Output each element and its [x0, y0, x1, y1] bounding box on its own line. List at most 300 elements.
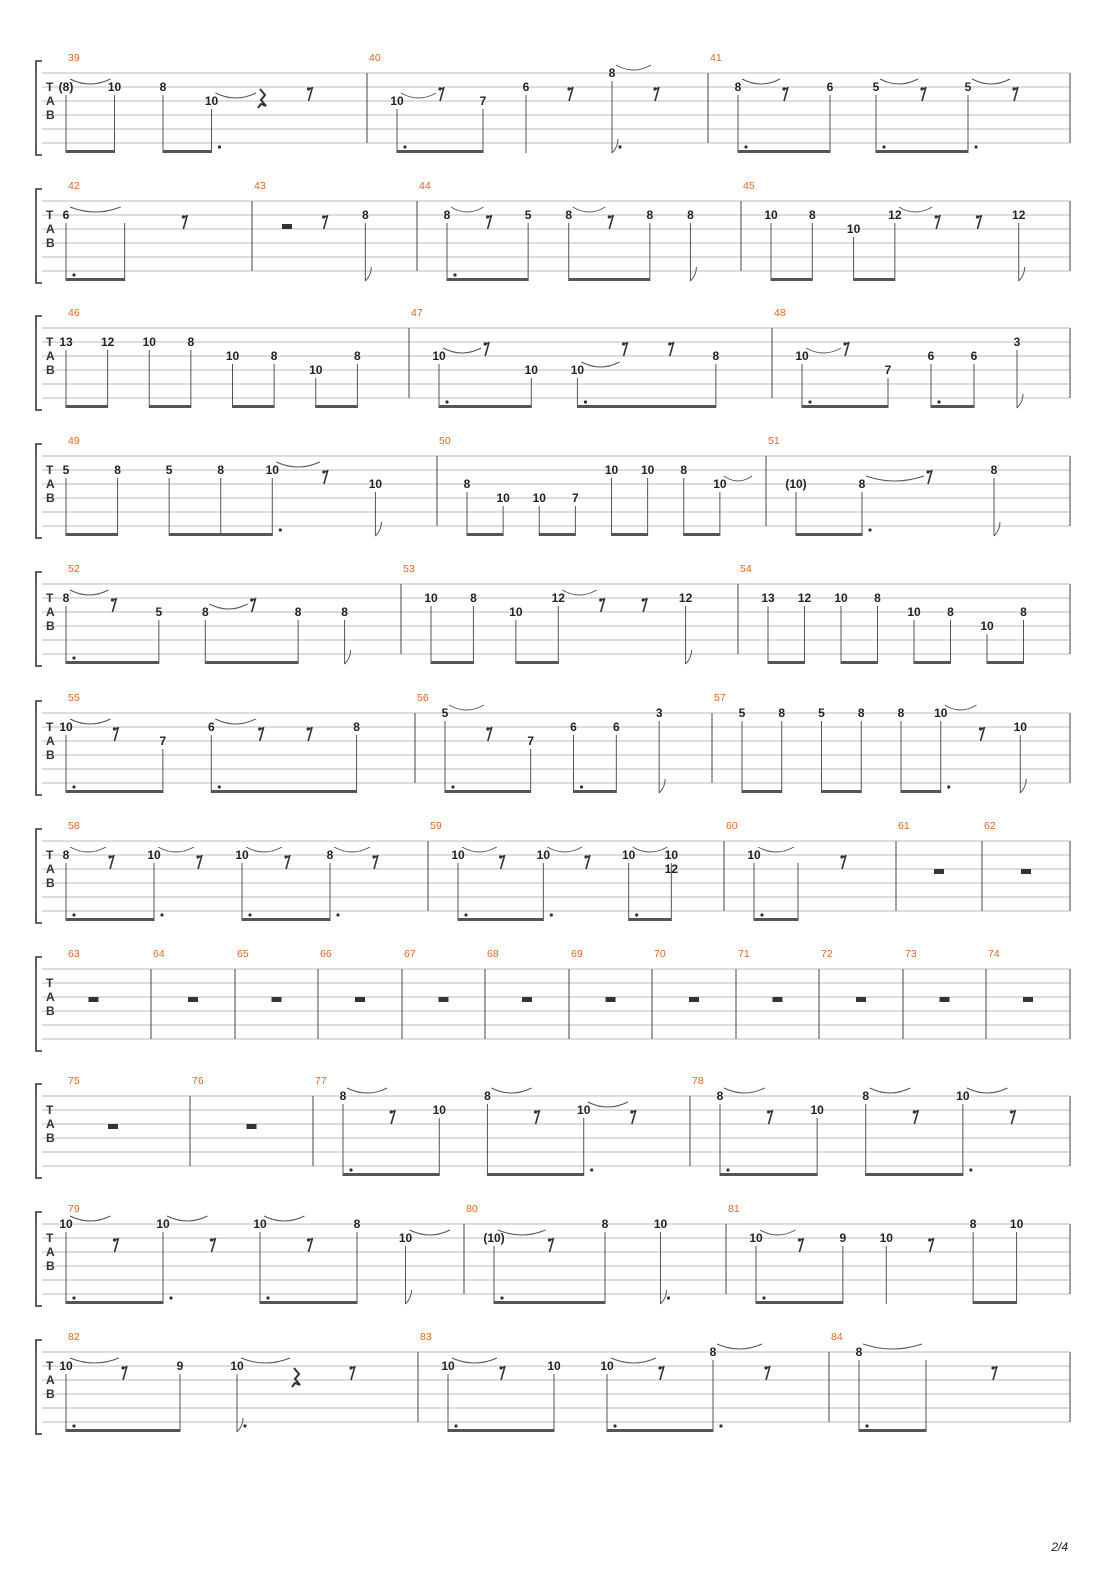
fret-number: 10 — [846, 222, 861, 236]
tie-arc — [451, 207, 484, 212]
staff-bracket — [36, 1084, 42, 1178]
measure-number: 68 — [487, 948, 499, 960]
fret-number: 10 — [956, 1089, 970, 1103]
rhythm-dot — [218, 145, 221, 148]
beam — [771, 278, 812, 281]
fret-number: 8 — [326, 848, 334, 862]
beam — [973, 1301, 1016, 1304]
fret-number: 8 — [354, 349, 361, 363]
rest-dot — [486, 215, 489, 218]
fret-number: 10 — [253, 1217, 267, 1231]
fret-number: 8 — [217, 463, 225, 477]
rest-dot — [196, 855, 199, 858]
fret-number: 5 — [165, 463, 173, 477]
rhythm-dot — [72, 1296, 75, 1299]
tab-clef-letter: T — [46, 1231, 54, 1245]
fret-number: 10 — [747, 848, 761, 862]
beam — [431, 661, 473, 664]
rhythm-dot — [969, 1168, 972, 1171]
rhythm-dot — [937, 400, 940, 403]
fret-number: 10 — [309, 363, 323, 377]
rest-symbol — [934, 869, 944, 874]
fret-number: 10 — [934, 706, 948, 720]
rest-dot — [843, 342, 846, 345]
tab-clef-letter: A — [46, 1245, 55, 1259]
rhythm-dot — [719, 1424, 722, 1427]
staff-bracket — [36, 1212, 42, 1306]
measure-number: 48 — [774, 307, 786, 319]
rest-dot — [307, 1238, 310, 1241]
beam — [822, 790, 862, 793]
rhythm-dot — [451, 785, 454, 788]
rhythm-dot — [667, 1296, 670, 1299]
tab-clef-letter: T — [46, 335, 54, 349]
tab-clef-letter: B — [46, 363, 55, 377]
beam — [169, 533, 272, 536]
tab-clef-letter: A — [46, 862, 55, 876]
tie-arc — [410, 1230, 451, 1235]
fret-number: 10 — [398, 1231, 413, 1245]
fret-number: 9 — [839, 1231, 847, 1245]
note-flag — [237, 1418, 243, 1432]
rhythm-dot — [762, 1296, 765, 1299]
beam — [66, 150, 115, 153]
beam — [866, 1173, 963, 1176]
fret-number: 12 — [678, 591, 693, 605]
rhythm-dot — [808, 400, 811, 403]
rhythm-dot — [445, 400, 448, 403]
fret-number: 10 — [265, 463, 279, 477]
fret-number: 8 — [712, 349, 720, 363]
beam — [149, 405, 191, 408]
rhythm-dot — [550, 913, 553, 916]
rest-dot — [486, 727, 489, 730]
rest-dot — [642, 598, 645, 601]
note-flag — [686, 650, 692, 664]
tab-clef-letter: B — [46, 236, 55, 250]
tab-clef-letter: A — [46, 990, 55, 1004]
fret-number: 8 — [470, 591, 477, 605]
fret-number: 12 — [1012, 208, 1026, 222]
fret-number: 10 — [142, 335, 156, 349]
beam — [487, 1173, 583, 1176]
fret-number: 8 — [463, 477, 471, 491]
beam — [802, 405, 888, 408]
measure-number: 49 — [68, 435, 80, 447]
beam — [445, 790, 531, 793]
fret-number: 8 — [187, 335, 195, 349]
tie-arc — [742, 79, 780, 84]
fret-number: 10 — [524, 363, 538, 377]
fret-number: 6 — [927, 349, 935, 363]
measure-number: 47 — [411, 307, 423, 319]
rest-symbol — [108, 1124, 118, 1129]
measure-number: 56 — [417, 692, 429, 704]
beam — [343, 1173, 439, 1176]
tab-clef-letter: T — [46, 208, 54, 222]
rest-dot — [210, 1238, 213, 1241]
tie-arc — [443, 348, 481, 353]
fret-number: 6 — [207, 720, 215, 734]
fret-number: 10 — [764, 208, 778, 222]
tie-arc — [760, 1230, 795, 1235]
tab-clef-letter: T — [46, 80, 54, 94]
rest-symbol — [522, 997, 532, 1002]
staff-system — [36, 1331, 1070, 1434]
rest-dot — [991, 1366, 994, 1369]
fret-number: 10 — [424, 591, 438, 605]
rest-dot — [928, 1238, 931, 1241]
fret-number: 7 — [479, 94, 487, 108]
fret-number: 8 — [484, 1089, 491, 1103]
note-flag — [659, 779, 665, 793]
fret-number: 10 — [230, 1359, 244, 1373]
rest-symbol — [247, 1124, 257, 1129]
fret-number: 5 — [872, 80, 880, 94]
rest-dot — [372, 855, 375, 858]
fret-number: 7 — [159, 734, 167, 748]
fret-number: 10 — [156, 1217, 170, 1231]
rest-symbol — [773, 997, 783, 1002]
beam — [211, 790, 356, 793]
fret-number: 8 — [565, 208, 573, 222]
measure-number: 63 — [68, 948, 80, 960]
staff-system — [36, 52, 1070, 155]
rest-dot — [322, 215, 325, 218]
fret-number: 10 — [795, 349, 809, 363]
fret-number: 10 — [441, 1359, 455, 1373]
rest-symbol — [89, 997, 99, 1002]
fret-number: 8 — [857, 706, 865, 720]
measure-number: 42 — [68, 180, 80, 192]
staff-bracket — [36, 1340, 42, 1434]
rest-dot — [622, 342, 625, 345]
measure-number: 84 — [831, 1331, 843, 1343]
beam — [66, 405, 108, 408]
tie-arc — [806, 348, 841, 353]
rhythm-dot — [266, 1296, 269, 1299]
fret-number: 8 — [862, 1089, 870, 1103]
fret-number: 8 — [201, 605, 209, 619]
staff-bracket — [36, 189, 42, 283]
measure-number: 76 — [192, 1075, 204, 1087]
measure-number: 80 — [466, 1203, 478, 1215]
rhythm-dot — [882, 145, 885, 148]
note-flag — [1019, 267, 1025, 281]
rest-dot — [182, 215, 185, 218]
rest-dot — [764, 1366, 767, 1369]
rest-symbol — [258, 89, 266, 108]
fret-number: 10 — [204, 94, 219, 108]
rhythm-dot — [403, 145, 406, 148]
note-flag — [1017, 394, 1023, 408]
staff-system — [36, 180, 1070, 283]
rhythm-dot — [590, 1168, 593, 1171]
fret-number: 10 — [577, 1103, 591, 1117]
tie-arc — [491, 1088, 531, 1093]
fret-number: 10 — [664, 848, 679, 862]
fret-number: 6 — [826, 80, 834, 94]
tie-arc — [967, 1088, 1008, 1093]
beam — [163, 150, 212, 153]
measure-number: 75 — [68, 1075, 80, 1087]
beam — [539, 533, 575, 536]
rhythm-dot — [72, 913, 75, 916]
beam — [876, 150, 968, 153]
tie-arc — [880, 79, 918, 84]
beam — [754, 918, 798, 921]
fret-number: 5 — [441, 706, 449, 720]
tie-arc — [70, 79, 111, 84]
fret-number: 3 — [655, 706, 663, 720]
rest-dot — [548, 1238, 551, 1241]
rest-dot — [322, 470, 325, 473]
fret-number: 10 — [547, 1359, 561, 1373]
fret-number: 10 — [640, 463, 655, 477]
beam — [467, 533, 503, 536]
rhythm-dot — [453, 273, 456, 276]
tie-arc — [945, 705, 977, 710]
rest-dot — [630, 1110, 633, 1113]
fret-number: 5 — [964, 80, 972, 94]
tab-clef-letter: A — [46, 1117, 55, 1131]
fret-number: 8 — [778, 706, 786, 720]
tab-clef-letter: B — [46, 1387, 55, 1401]
rhythm-dot — [584, 400, 587, 403]
rest-dot — [111, 598, 114, 601]
measure-number: 79 — [68, 1203, 80, 1215]
beam — [577, 405, 715, 408]
rest-dot — [668, 342, 671, 345]
tie-arc — [70, 207, 121, 212]
rhythm-dot — [618, 145, 621, 148]
tie-arc — [724, 1088, 765, 1093]
rest-symbol — [292, 1368, 300, 1387]
fret-number: 8 — [687, 208, 694, 222]
fret-number: 10 — [621, 848, 636, 862]
tab-clef-letter: T — [46, 1103, 54, 1117]
rest-symbol — [272, 997, 282, 1002]
tab-clef-letter: A — [46, 477, 55, 491]
tie-arc — [588, 1102, 628, 1107]
beam — [742, 790, 782, 793]
beam — [233, 405, 275, 408]
beam — [987, 661, 1024, 664]
fret-number: 6 — [570, 720, 577, 734]
beam — [447, 278, 528, 281]
fret-number: 10 — [509, 605, 523, 619]
tie-arc — [70, 1358, 119, 1363]
tie-arc — [216, 93, 257, 98]
tab-clef-letter: B — [46, 619, 55, 633]
fret-number: 10 — [1013, 720, 1027, 734]
rest-dot — [484, 342, 487, 345]
fret-number: 12 — [551, 591, 565, 605]
fret-number: 10 — [1009, 1217, 1024, 1231]
fret-number: 13 — [761, 591, 775, 605]
beam — [569, 278, 650, 281]
fret-number: 10 — [532, 491, 546, 505]
beam — [859, 1429, 926, 1432]
staff-bracket — [36, 572, 42, 666]
staff-system — [36, 563, 1070, 666]
beam — [260, 1301, 357, 1304]
fret-number: 10 — [834, 591, 848, 605]
staff-bracket — [36, 316, 42, 410]
tab-clef-letter: B — [46, 876, 55, 890]
staff-system — [36, 692, 1070, 795]
rest-dot — [438, 87, 441, 90]
beam — [66, 533, 118, 536]
staff-bracket — [36, 829, 42, 923]
fret-number: 8 — [874, 591, 881, 605]
beam — [66, 1429, 180, 1432]
measure-number: 78 — [692, 1075, 704, 1087]
tab-clef-letter: A — [46, 349, 55, 363]
measure-number: 81 — [728, 1203, 740, 1215]
rest-dot — [567, 87, 570, 90]
tab-clef-letter: B — [46, 108, 55, 122]
tie-arc — [241, 1358, 290, 1363]
rest-dot — [250, 598, 253, 601]
measure-number: 46 — [68, 307, 80, 319]
tab-clef-letter: A — [46, 734, 55, 748]
staff-system — [36, 1203, 1070, 1306]
tab-clef-letter: T — [46, 1359, 54, 1373]
rhythm-dot — [947, 785, 950, 788]
tab-clef-letter: B — [46, 748, 55, 762]
fret-number: 10 — [496, 491, 510, 505]
measure-number: 52 — [68, 563, 80, 575]
rest-dot — [499, 1366, 502, 1369]
beam — [720, 1173, 817, 1176]
measure-number: 73 — [905, 948, 917, 960]
measure-number: 40 — [369, 52, 381, 64]
rhythm-dot — [865, 1424, 868, 1427]
measure-number: 61 — [898, 820, 910, 832]
fret-number: 8 — [62, 848, 70, 862]
fret-number: 8 — [339, 1089, 347, 1103]
tie-arc — [452, 1358, 497, 1363]
rest-symbol — [940, 997, 950, 1002]
beam — [756, 1301, 843, 1304]
fret-number: 6 — [970, 349, 978, 363]
rhythm-dot — [72, 1424, 75, 1427]
rest-dot — [499, 855, 502, 858]
tie-arc — [633, 847, 668, 852]
fret-number: 6 — [522, 80, 530, 94]
fret-number: (10) — [483, 1231, 505, 1245]
rest-dot — [767, 1110, 770, 1113]
fret-number: 8 — [114, 463, 121, 477]
tie-arc — [347, 1088, 387, 1093]
measure-number: 65 — [237, 948, 249, 960]
fret-number: 8 — [294, 605, 302, 619]
measure-number: 66 — [320, 948, 332, 960]
tab-clef-letter: B — [46, 1004, 55, 1018]
tie-arc — [972, 79, 1010, 84]
fret-number: 10 — [536, 848, 551, 862]
fret-number: 10 — [432, 349, 446, 363]
fret-number: 7 — [572, 491, 579, 505]
tie-arc — [70, 590, 108, 595]
tie-arc — [870, 1088, 911, 1093]
rest-symbol — [606, 997, 616, 1002]
rest-symbol — [355, 997, 365, 1002]
rhythm-dot — [279, 528, 282, 531]
fret-number: 8 — [808, 208, 816, 222]
tab-clef-letter: T — [46, 976, 54, 990]
fret-number: 8 — [341, 605, 348, 619]
note-flag — [661, 1290, 667, 1304]
beam — [629, 918, 672, 921]
rest-dot — [599, 598, 602, 601]
fret-number: 8 — [443, 208, 451, 222]
tie-arc — [215, 719, 255, 724]
fret-number: 8 — [646, 208, 654, 222]
staff-bracket — [36, 701, 42, 795]
measure-number: 41 — [710, 52, 722, 64]
staff-system — [36, 435, 1070, 538]
tab-clef-letter: T — [46, 720, 54, 734]
beam — [205, 661, 298, 664]
tie-arc — [209, 604, 247, 609]
beam — [448, 1429, 554, 1432]
beam — [738, 150, 830, 153]
fret-number: 10 — [570, 363, 585, 377]
fret-number: 8 — [947, 605, 954, 619]
rhythm-dot — [160, 913, 163, 916]
rest-symbol — [689, 997, 699, 1002]
measure-number: 45 — [743, 180, 755, 192]
beam — [684, 533, 720, 536]
fret-number: 10 — [147, 848, 161, 862]
rhythm-dot — [72, 273, 75, 276]
measure-number: 50 — [439, 435, 451, 447]
tie-arc — [462, 847, 497, 852]
page-number: 2/4 — [1051, 1540, 1068, 1554]
fret-number: 10 — [59, 1217, 73, 1231]
staff-bracket — [36, 61, 42, 155]
fret-number: 8 — [361, 208, 369, 222]
fret-number: 10 — [390, 94, 404, 108]
rhythm-dot — [454, 1424, 457, 1427]
fret-number: 5 — [738, 706, 746, 720]
measure-number: 62 — [984, 820, 996, 832]
fret-number: 10 — [368, 477, 383, 491]
measure-number: 55 — [68, 692, 80, 704]
measure-number: 51 — [768, 435, 780, 447]
tab-clef-letter: B — [46, 1259, 55, 1273]
fret-number: 8 — [969, 1217, 977, 1231]
beam — [397, 150, 483, 153]
rest-dot — [840, 855, 843, 858]
fret-number: 10 — [879, 1231, 893, 1245]
fret-number: 8 — [62, 591, 70, 605]
rhythm-dot — [500, 1296, 503, 1299]
fret-number: 8 — [270, 349, 278, 363]
fret-number: 9 — [176, 1359, 184, 1373]
fret-number: 10 — [451, 848, 465, 862]
tab-clef-letter: B — [46, 491, 55, 505]
rhythm-dot — [349, 1168, 352, 1171]
fret-number: 12 — [888, 208, 902, 222]
tie-arc — [401, 93, 436, 98]
fret-number: 13 — [59, 335, 73, 349]
fret-number: 6 — [612, 720, 620, 734]
beam — [66, 1301, 163, 1304]
rest-dot — [976, 215, 979, 218]
